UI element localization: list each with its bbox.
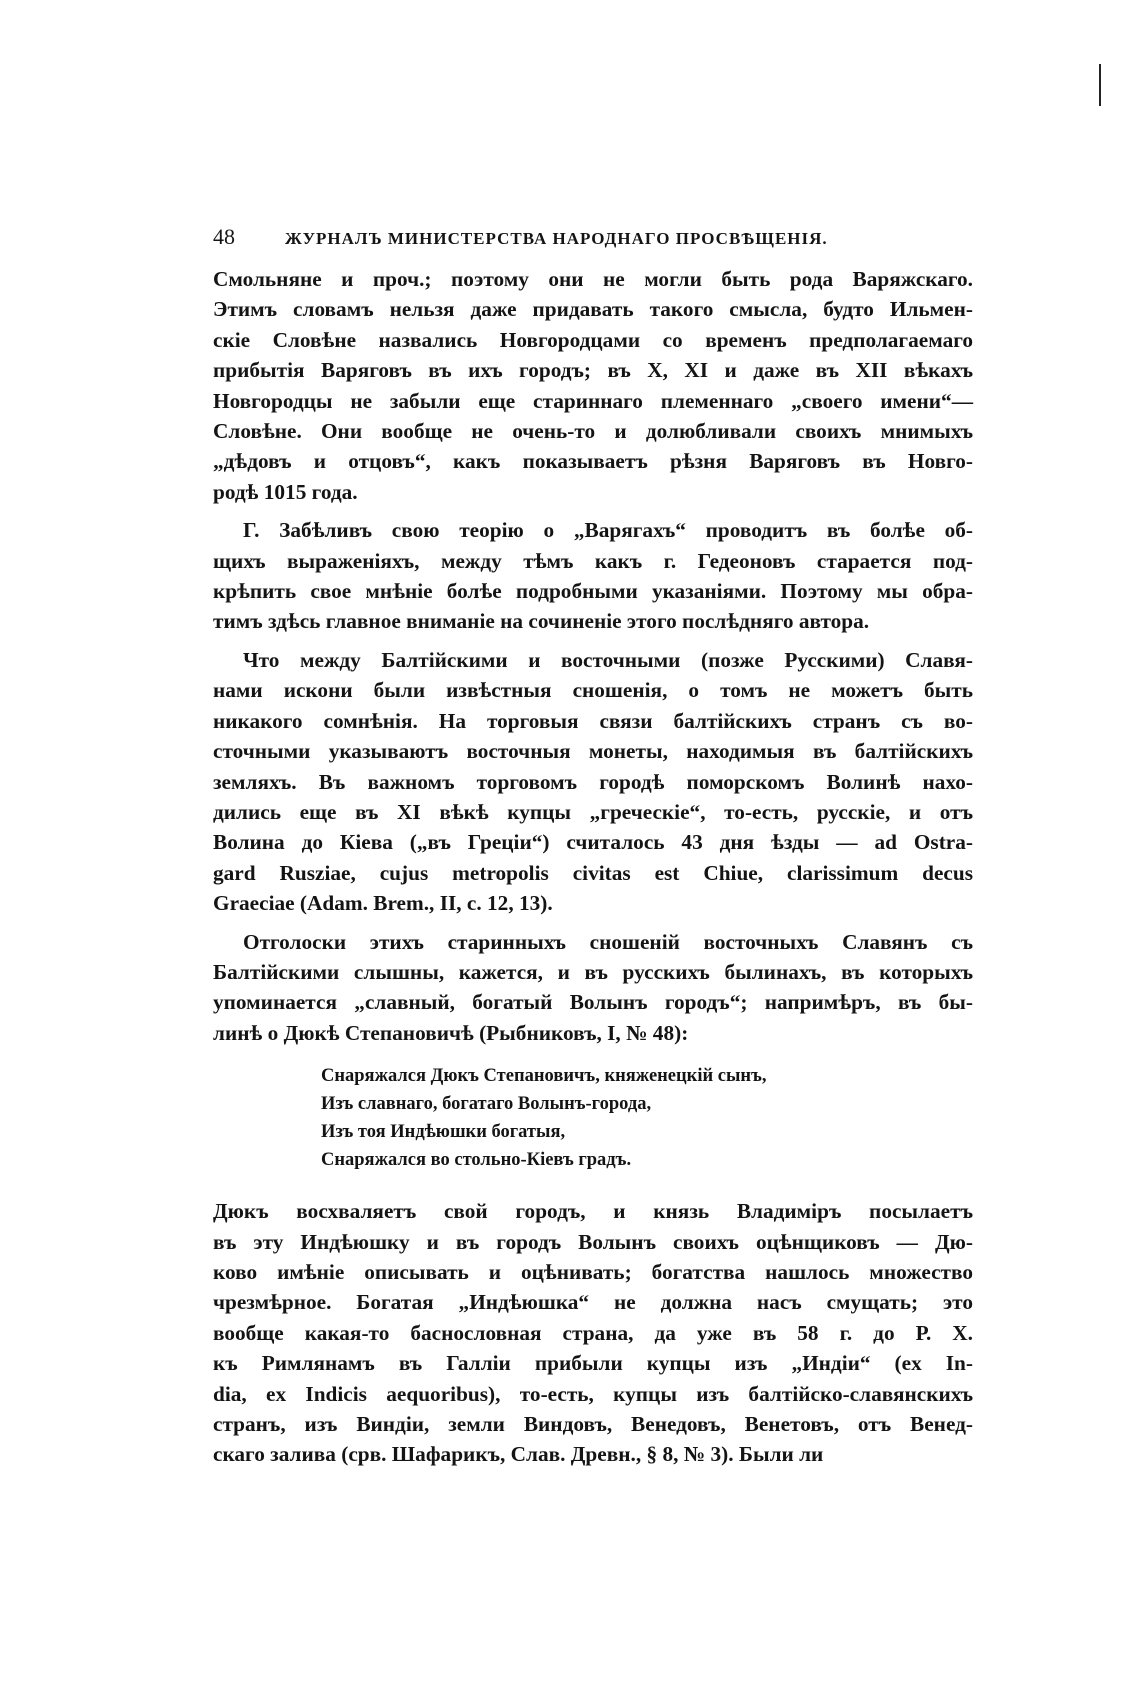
paragraph — [213, 515, 973, 637]
text-line: упоминается „славный, богатый Волынъ городъ“; напримѣръ, въ бы- — [213, 990, 973, 1015]
text-line: дились еще въ XI вѣкѣ купцы „греческіе“, то-есть, русскіе, и отъ — [213, 799, 973, 824]
margin-rule — [1099, 64, 1101, 106]
page-number: 48 — [213, 224, 235, 249]
text-line: Волина до Кіева („въ Греціи“) считалось 43 дня ѣзды — ad Ostra- — [213, 830, 973, 855]
text-line: линѣ о Дюкѣ Степановичѣ (Рыбниковъ, I, № 48): — [213, 1020, 689, 1045]
text-line: Г. Забѣливъ свою теорію о „Варягахъ“ проводитъ въ болѣе об- — [243, 518, 973, 543]
text-line: крѣпить свое мнѣніе болѣе подробными указаніями. Поэтому мы обра- — [213, 579, 973, 604]
poem-line: Снаряжался во стольно-Кіевъ градъ. — [321, 1150, 632, 1171]
text-line: прибытія Варяговъ въ ихъ городъ; въ X, XI и даже въ XII вѣкахъ — [213, 358, 973, 383]
text-line: тимъ здѣсь главное вниманіе на сочиненіе этого послѣдняго автора. — [213, 609, 870, 634]
text-line: вообще какая-то баснословная страна, да уже въ 58 г. до Р. Х. — [213, 1320, 973, 1345]
paragraph — [213, 264, 973, 507]
running-header — [213, 224, 973, 250]
text-line: чрезмѣрное. Богатая „Индѣюшка“ не должна насъ смущать; это — [213, 1290, 973, 1315]
text-line: „дѣдовъ и отцовъ“, какъ показываетъ рѣзня Варяговъ въ Новго- — [213, 449, 973, 474]
text-line: dia, ex Indicis aequoribus), то-есть, купцы изъ балтійско-славянскихъ — [213, 1381, 973, 1406]
text-line: въ эту Индѣюшку и въ городъ Волынъ своихъ оцѣнщиковъ — Дю- — [213, 1229, 973, 1254]
text-line: скіе Словѣне назвались Новгородцами со временъ предполагаемаго — [213, 327, 973, 352]
text-line: нами искони были извѣстныя сношенія, о томъ не можетъ быть — [213, 678, 973, 703]
page-content — [213, 224, 973, 1470]
text-line: странъ, изъ Виндіи, земли Виндовъ, Венедовъ, Венетовъ, отъ Венед- — [213, 1412, 973, 1436]
text-line: никакого сомнѣнія. На торговыя связи балтійскихъ странъ съ во- — [213, 708, 973, 733]
paragraph — [213, 1196, 973, 1470]
text-line: къ Римлянамъ въ Галліи прибыли купцы изъ „Индіи“ (ex In- — [213, 1351, 973, 1376]
text-line: Балтійскими слышны, кажется, и въ русскихъ былинахъ, въ которыхъ — [213, 959, 973, 984]
text-line: Новгородцы не забыли еще стариннаго племеннаго „своего имени“— — [213, 388, 973, 413]
closing-text — [213, 1196, 973, 1470]
text-line: Этимъ словамъ нельзя даже придавать такого смысла, будто Ильмен- — [213, 297, 973, 322]
text-line: Дюкъ восхваляетъ свой городъ, и князь Владиміръ посылаетъ — [213, 1199, 973, 1224]
journal-title: ЖУРНАЛЪ МИНИСТЕРСТВА НАРОДНАГО ПРОСВѢЩЕНІЯ. — [285, 229, 828, 248]
text-line: Смольняне и проч.; поэтому они не могли быть рода Варяжскаго. — [213, 267, 973, 291]
poem-line: Изъ славнаго, богатаго Волынъ-города, — [321, 1094, 652, 1115]
text-line: скаго залива (срв. Шафарикъ, Слав. Древн., § 8, № 3). Были ли — [213, 1442, 824, 1467]
poem-quotation — [321, 1062, 973, 1174]
text-line: родѣ 1015 года. — [213, 479, 358, 504]
text-line: щихъ выраженіяхъ, между тѣмъ какъ г. Гедеоновъ старается под- — [213, 548, 973, 573]
text-line: gard Rusziae, cujus metropolis civitas est Chiue, clarissimum decus — [213, 860, 973, 885]
text-line: ково имѣніе описывать и оцѣнивать; богатства нашлось множество — [213, 1259, 973, 1284]
text-line: Graeciae (Adam. Brem., II, c. 12, 13). — [213, 891, 553, 916]
paragraph — [213, 927, 973, 1049]
poem-line: Изъ тоя Индѣюшки богатыя, — [321, 1122, 566, 1143]
poem-line: Снаряжался Дюкъ Степановичъ, княженецкій сынъ, — [321, 1066, 767, 1087]
text-line: земляхъ. Въ важномъ торговомъ городѣ поморскомъ Волинѣ нахо- — [213, 769, 973, 794]
paragraph — [213, 645, 973, 919]
text-line: Отголоски этихъ старинныхъ сношеній восточныхъ Славянъ съ — [243, 929, 973, 954]
text-line: сточными указываютъ восточныя монеты, находимыя въ балтійскихъ — [213, 739, 973, 764]
text-line: Что между Балтійскими и восточными (позже Русскими) Славя- — [243, 647, 973, 672]
body-text — [213, 264, 973, 1048]
text-line: Словѣне. Они вообще не очень-то и долюбливали своихъ мнимыхъ — [213, 419, 973, 444]
